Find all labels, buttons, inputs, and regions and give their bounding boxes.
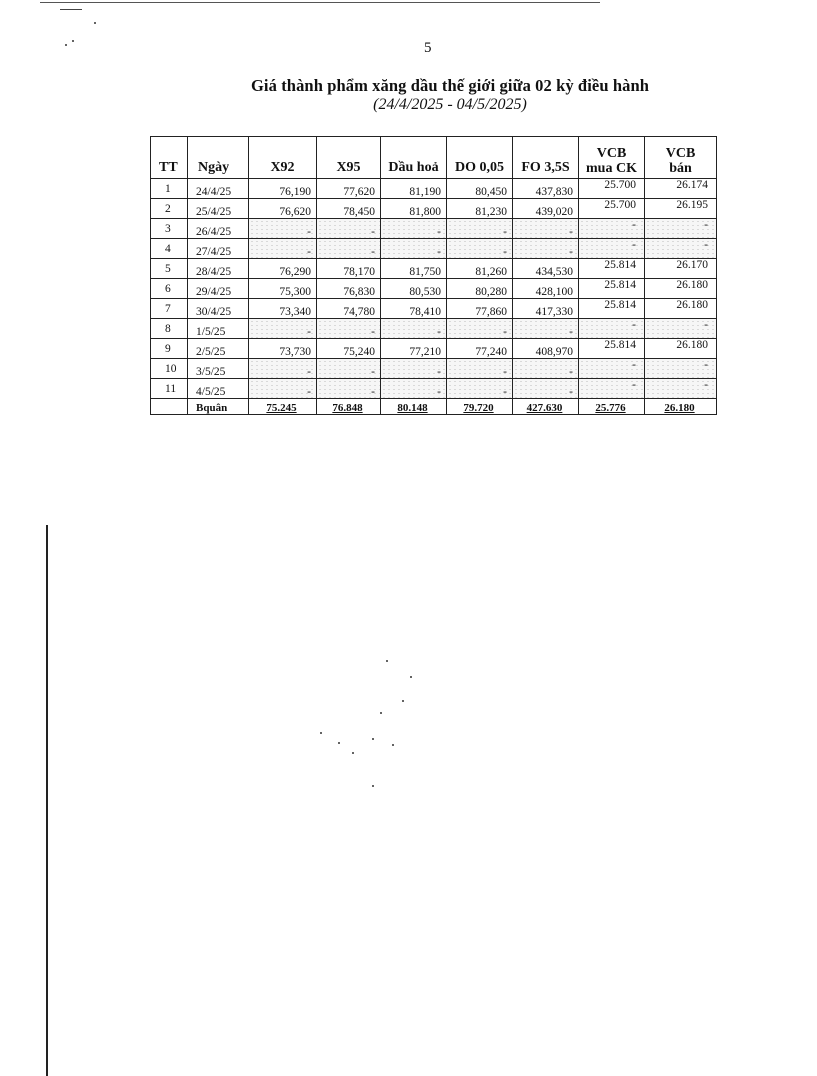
cell-dau-hoa: 78,410 bbox=[381, 299, 447, 319]
cell-vcb-ban: 26.180 bbox=[645, 339, 717, 359]
cell-dau-hoa: 81,750 bbox=[381, 259, 447, 279]
header-dau-hoa: Dầu hoả bbox=[381, 137, 447, 179]
cell-dau-hoa: 81,800 bbox=[381, 199, 447, 219]
cell-vcb-mua: 25.700 bbox=[579, 179, 645, 199]
cell-x95: - bbox=[317, 379, 381, 399]
cell-x92: 73,340 bbox=[249, 299, 317, 319]
cell-fo: 417,330 bbox=[513, 299, 579, 319]
cell-do: - bbox=[447, 359, 513, 379]
cell-do: 81,230 bbox=[447, 199, 513, 219]
cell-vcb-mua: - bbox=[579, 359, 645, 379]
cell-x95: 78,170 bbox=[317, 259, 381, 279]
cell-tt: 8 bbox=[151, 319, 188, 339]
cell-x92: 76,290 bbox=[249, 259, 317, 279]
scan-speck bbox=[65, 44, 67, 46]
page-number: 5 bbox=[424, 40, 432, 56]
cell-ngay: 2/5/25 bbox=[188, 339, 249, 359]
header-x95: X95 bbox=[317, 137, 381, 179]
cell-vcb-ban: - bbox=[645, 219, 717, 239]
cell-do: 80,450 bbox=[447, 179, 513, 199]
table-row bbox=[151, 259, 717, 279]
scan-speck bbox=[94, 22, 96, 24]
table-header-row bbox=[151, 137, 717, 179]
cell-dau-hoa: - bbox=[381, 219, 447, 239]
cell-tt: 1 bbox=[151, 179, 188, 199]
cell-x92: - bbox=[249, 319, 317, 339]
cell-x95: - bbox=[317, 219, 381, 239]
cell-vcb-ban: 26.180 bbox=[645, 279, 717, 299]
average-do: 79.720 bbox=[447, 399, 513, 415]
cell-dau-hoa: 81,190 bbox=[381, 179, 447, 199]
cell-x95: 75,240 bbox=[317, 339, 381, 359]
cell-fo: 434,530 bbox=[513, 259, 579, 279]
cell-tt: 7 bbox=[151, 299, 188, 319]
scan-speck bbox=[72, 40, 74, 42]
cell-x95: 78,450 bbox=[317, 199, 381, 219]
cell-x92: 73,730 bbox=[249, 339, 317, 359]
cell-fo: - bbox=[513, 379, 579, 399]
cell-dau-hoa: - bbox=[381, 319, 447, 339]
cell-do: 80,280 bbox=[447, 279, 513, 299]
scan-speck bbox=[392, 744, 394, 746]
cell-x95: - bbox=[317, 239, 381, 259]
cell-x92: 76,620 bbox=[249, 199, 317, 219]
table-row bbox=[151, 219, 717, 239]
cell-x95: - bbox=[317, 359, 381, 379]
cell-fo: 437,830 bbox=[513, 179, 579, 199]
cell-fo: 439,020 bbox=[513, 199, 579, 219]
cell-dau-hoa: - bbox=[381, 239, 447, 259]
cell-x92: - bbox=[249, 219, 317, 239]
cell-tt: 4 bbox=[151, 239, 188, 259]
table-row bbox=[151, 279, 717, 299]
cell-tt: 6 bbox=[151, 279, 188, 299]
header-x92: X92 bbox=[249, 137, 317, 179]
table-row bbox=[151, 299, 717, 319]
table-row bbox=[151, 379, 717, 399]
average-vcb-ban: 26.180 bbox=[645, 399, 717, 415]
scan-top-rule bbox=[40, 2, 600, 3]
header-vcb-ban bbox=[645, 137, 717, 179]
scan-speck bbox=[372, 785, 374, 787]
cell-ngay: 24/4/25 bbox=[188, 179, 249, 199]
cell-fo: 428,100 bbox=[513, 279, 579, 299]
header-vcb-ban-line2: bán bbox=[669, 161, 692, 176]
cell-do: 81,260 bbox=[447, 259, 513, 279]
cell-vcb-ban: 26.180 bbox=[645, 299, 717, 319]
cell-ngay: 1/5/25 bbox=[188, 319, 249, 339]
cell-x92: - bbox=[249, 379, 317, 399]
cell-fo: - bbox=[513, 219, 579, 239]
scan-speck bbox=[410, 676, 412, 678]
header-tt: TT bbox=[151, 137, 188, 179]
scan-speck bbox=[320, 732, 322, 734]
cell-vcb-mua: 25.814 bbox=[579, 339, 645, 359]
cell-ngay: 25/4/25 bbox=[188, 199, 249, 219]
cell-vcb-mua: 25.814 bbox=[579, 259, 645, 279]
cell-vcb-ban: 26.170 bbox=[645, 259, 717, 279]
average-x95: 76.848 bbox=[317, 399, 381, 415]
cell-ngay: 27/4/25 bbox=[188, 239, 249, 259]
cell-x92: 75,300 bbox=[249, 279, 317, 299]
cell-do: - bbox=[447, 239, 513, 259]
document-subtitle: (24/4/2025 - 04/5/2025) bbox=[373, 96, 527, 113]
cell-vcb-mua: 25.814 bbox=[579, 279, 645, 299]
cell-x95: 77,620 bbox=[317, 179, 381, 199]
cell-vcb-ban: - bbox=[645, 359, 717, 379]
cell-vcb-ban: - bbox=[645, 379, 717, 399]
average-vcb-mua: 25.776 bbox=[579, 399, 645, 415]
cell-do: - bbox=[447, 319, 513, 339]
table-row bbox=[151, 319, 717, 339]
cell-vcb-ban: - bbox=[645, 239, 717, 259]
cell-vcb-mua: - bbox=[579, 379, 645, 399]
cell-tt: 9 bbox=[151, 339, 188, 359]
scan-speck bbox=[402, 700, 404, 702]
cell-vcb-mua: 25.700 bbox=[579, 199, 645, 219]
cell-ngay: 4/5/25 bbox=[188, 379, 249, 399]
cell-x95: - bbox=[317, 319, 381, 339]
document-title: Giá thành phẩm xăng dầu thế giới giữa 02 kỳ điều hành bbox=[251, 76, 649, 95]
fuel-price-table bbox=[150, 136, 717, 415]
scan-left-edge bbox=[46, 525, 48, 1076]
cell-x95: 76,830 bbox=[317, 279, 381, 299]
average-row bbox=[151, 399, 717, 415]
cell-tt: 3 bbox=[151, 219, 188, 239]
cell-fo: - bbox=[513, 319, 579, 339]
cell-ngay: 30/4/25 bbox=[188, 299, 249, 319]
cell-vcb-mua: - bbox=[579, 219, 645, 239]
header-do: DO 0,05 bbox=[447, 137, 513, 179]
cell-vcb-mua: - bbox=[579, 239, 645, 259]
average-dau-hoa: 80.148 bbox=[381, 399, 447, 415]
scan-speck bbox=[380, 712, 382, 714]
cell-fo: - bbox=[513, 239, 579, 259]
header-ngay: Ngày bbox=[188, 137, 249, 179]
cell-ngay: 29/4/25 bbox=[188, 279, 249, 299]
table-row bbox=[151, 359, 717, 379]
scan-top-mark bbox=[60, 9, 82, 10]
scan-speck bbox=[386, 660, 388, 662]
cell-do: - bbox=[447, 219, 513, 239]
cell-dau-hoa: - bbox=[381, 379, 447, 399]
cell-x92: - bbox=[249, 239, 317, 259]
cell-do: 77,860 bbox=[447, 299, 513, 319]
cell-ngay: 3/5/25 bbox=[188, 359, 249, 379]
cell-x95: 74,780 bbox=[317, 299, 381, 319]
cell-tt: 5 bbox=[151, 259, 188, 279]
table-row bbox=[151, 239, 717, 259]
cell-x92: 76,190 bbox=[249, 179, 317, 199]
table-row bbox=[151, 199, 717, 219]
scan-speck bbox=[338, 742, 340, 744]
cell-tt: 11 bbox=[151, 379, 188, 399]
table-row bbox=[151, 339, 717, 359]
scan-speck bbox=[352, 752, 354, 754]
cell-vcb-ban: 26.174 bbox=[645, 179, 717, 199]
cell-vcb-ban: - bbox=[645, 319, 717, 339]
cell-tt: 10 bbox=[151, 359, 188, 379]
cell-ngay: 26/4/25 bbox=[188, 219, 249, 239]
cell-dau-hoa: 77,210 bbox=[381, 339, 447, 359]
header-vcb-mua bbox=[579, 137, 645, 179]
cell-x92: - bbox=[249, 359, 317, 379]
cell-vcb-mua: - bbox=[579, 319, 645, 339]
cell-vcb-ban: 26.195 bbox=[645, 199, 717, 219]
cell-fo: - bbox=[513, 359, 579, 379]
average-x92: 75.245 bbox=[249, 399, 317, 415]
header-fo: FO 3,5S bbox=[513, 137, 579, 179]
header-vcb-mua-line2: mua CK bbox=[586, 161, 637, 176]
average-label: Bquân bbox=[188, 399, 249, 415]
cell-vcb-mua: 25.814 bbox=[579, 299, 645, 319]
header-vcb-mua-line1: VCB bbox=[596, 146, 627, 161]
table-row bbox=[151, 179, 717, 199]
cell-tt: 2 bbox=[151, 199, 188, 219]
cell-fo: 408,970 bbox=[513, 339, 579, 359]
cell-avg-blank bbox=[151, 399, 188, 415]
cell-do: - bbox=[447, 379, 513, 399]
header-vcb-ban-line1: VCB bbox=[665, 146, 696, 161]
scan-speck bbox=[372, 738, 374, 740]
cell-dau-hoa: 80,530 bbox=[381, 279, 447, 299]
cell-dau-hoa: - bbox=[381, 359, 447, 379]
average-fo: 427.630 bbox=[513, 399, 579, 415]
cell-ngay: 28/4/25 bbox=[188, 259, 249, 279]
cell-do: 77,240 bbox=[447, 339, 513, 359]
